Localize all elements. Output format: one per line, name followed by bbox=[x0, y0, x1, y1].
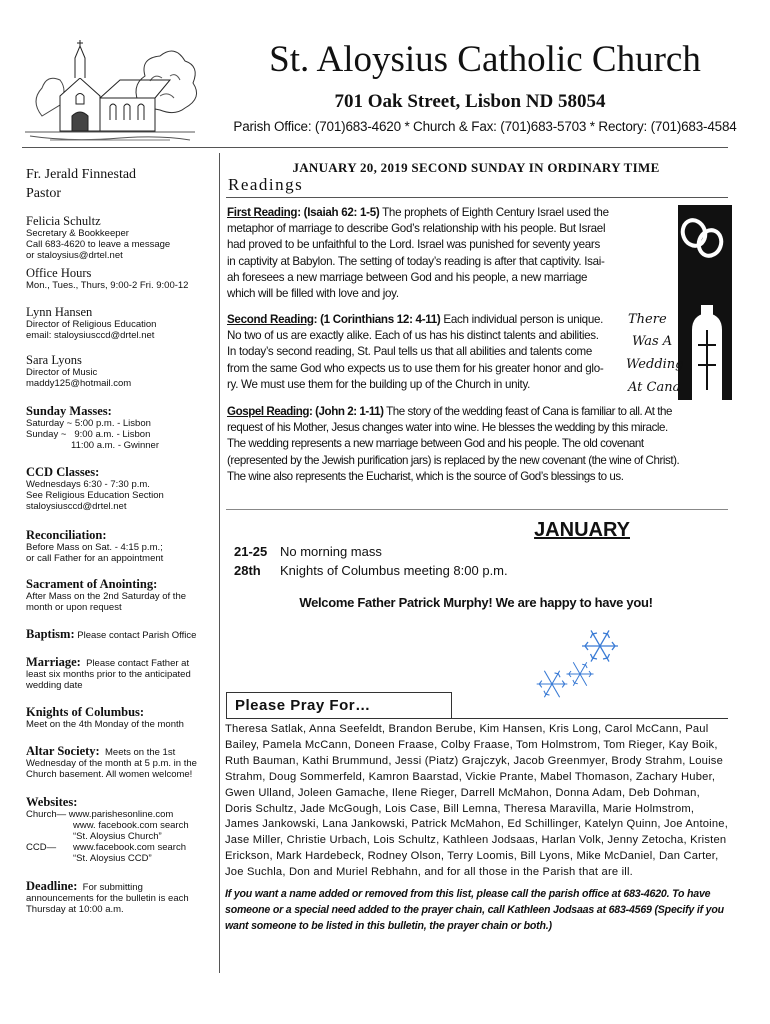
pastor-title: Pastor bbox=[26, 186, 61, 201]
altar-2: Wednesday of the month at 5 p.m. in the bbox=[26, 758, 197, 769]
church-address: 701 Oak Street, Lisbon ND 58054 bbox=[334, 91, 606, 112]
gospel-line: The wedding represents a new marriage between God and his people. The old covenant bbox=[227, 437, 644, 451]
secretary-email: or staloysius@drtel.net bbox=[26, 250, 123, 261]
masses-gwinner: 11:00 a.m. - Gwinner bbox=[71, 440, 160, 451]
altar-title: Altar Society: bbox=[26, 744, 100, 758]
reconciliation-1: Before Mass on Sat. - 4:15 p.m.; bbox=[26, 542, 163, 553]
marriage-3: wedding date bbox=[26, 680, 83, 691]
gospel-reading bbox=[227, 404, 732, 485]
art-text-line: At Cana bbox=[628, 380, 681, 395]
ccd-schedule: Wednesdays 6:30 - 7:30 p.m. bbox=[26, 479, 150, 490]
baptism-title: Baptism: bbox=[26, 627, 75, 641]
deadline-3: Thursday at 10:00 a.m. bbox=[26, 904, 124, 915]
dre-role: Director of Religious Education bbox=[26, 319, 157, 330]
pastor-name: Fr. Jerald Finnestad bbox=[26, 167, 137, 182]
dateline: JANUARY 20, 2019 SECOND SUNDAY IN ORDINARY TIME bbox=[292, 160, 660, 175]
baptism-block bbox=[26, 627, 218, 641]
ccd-block bbox=[26, 465, 218, 512]
gospel-ref: : (John 2: 1-11) bbox=[308, 405, 384, 418]
prayer-list-note: If you want a name added or removed from this list, please call the parish office at 683-4620. To have someone or a special need added to the prayer chain, call Kathleen Jodsaas at 683-4569 (Specify if you want someone to be listed in this bulletin, the prayer chain or both.) bbox=[225, 888, 724, 932]
deadline-text: For submitting bbox=[82, 882, 143, 893]
pray-divider bbox=[226, 718, 728, 719]
first-reading-label: First Reading bbox=[227, 206, 298, 219]
office-hours: Mon., Tues., Thurs, 9:00-2 Fri. 9:00-12 bbox=[26, 280, 189, 291]
readings-divider bbox=[226, 197, 728, 198]
secretary-call: Call 683-4620 to leave a message bbox=[26, 239, 171, 250]
column-divider bbox=[219, 153, 220, 973]
anointing-title: Sacrament of Anointing: bbox=[26, 577, 158, 591]
event-row bbox=[234, 563, 654, 581]
second-reading bbox=[227, 312, 627, 393]
masses-saturday: Saturday ~ 5:00 p.m. - Lisbon bbox=[26, 418, 151, 429]
welcome-message: Welcome Father Patrick Murphy! We are happy to have you! bbox=[299, 595, 653, 610]
music-role: Director of Music bbox=[26, 367, 98, 378]
masses-sunday: Sunday ~ 9:00 a.m. - Lisbon bbox=[26, 429, 151, 440]
gospel-line: The story of the wedding feast of Cana is familiar to all. At the bbox=[386, 405, 673, 418]
header-divider bbox=[22, 147, 728, 148]
marriage-title: Marriage: bbox=[26, 655, 81, 669]
second-reading-line: No two of us are exactly alike. Each of us has his distinct talents and abilities. bbox=[227, 329, 599, 343]
snowflakes-icon bbox=[530, 624, 630, 704]
event-date: 28th bbox=[234, 563, 261, 578]
second-reading-ref: : (1 Corinthians 12: 4-11) bbox=[313, 313, 441, 326]
ccd-see: See Religious Education Section bbox=[26, 490, 164, 501]
website-ccd-label: CCD— bbox=[26, 842, 57, 853]
first-reading-line: metaphor of marriage to describe God’s relationship with his people. But Israel bbox=[227, 222, 606, 236]
first-reading-line: in captivity at Babylon. The setting of today’s reading is after that captivity. Isai- bbox=[227, 254, 605, 268]
websites-block bbox=[26, 795, 218, 864]
marriage-block bbox=[26, 655, 218, 691]
ccd-title: CCD Classes: bbox=[26, 465, 100, 479]
first-reading-line: The prophets of Eighth Century Israel used the bbox=[382, 206, 609, 219]
event-date: 21-25 bbox=[234, 544, 268, 559]
first-reading-line: which will be filled with love and joy. bbox=[227, 287, 399, 301]
gospel-line: The wine also represents the Eucharist, which is the source of God’s blessings to us. bbox=[227, 469, 624, 483]
event-text: Knights of Columbus meeting 8:00 p.m. bbox=[280, 563, 508, 578]
first-reading bbox=[227, 205, 627, 302]
gospel-label: Gospel Reading bbox=[227, 405, 309, 418]
gospel-line: (represented by the Jewish purification jars) is replaced by the new covenant (the wine of Christ). bbox=[227, 453, 680, 467]
secretary-role: Secretary & Bookkeeper bbox=[26, 228, 129, 239]
second-reading-line: from the same God who expects us to use them for his greater honor and glo- bbox=[227, 361, 604, 375]
reconciliation-title: Reconciliation: bbox=[26, 528, 107, 542]
dre-name: Lynn Hansen bbox=[26, 305, 93, 319]
reconciliation-block bbox=[26, 528, 218, 564]
second-reading-label: Second Reading bbox=[227, 313, 314, 326]
reconciliation-2: or call Father for an appointment bbox=[26, 553, 164, 564]
deadline-2: announcements for the bulletin is each bbox=[26, 893, 189, 904]
art-text-line: There bbox=[628, 312, 667, 327]
first-reading-line: ah foresees a new marriage between God and his people, a new marriage bbox=[227, 270, 588, 284]
phone-numbers: Parish Office: (701)683-4620 * Church & Fax: (701)683-5703 * Rectory: (701)683-4584 bbox=[233, 119, 737, 134]
music-block bbox=[26, 353, 218, 389]
deadline-title: Deadline: bbox=[26, 879, 78, 893]
knights-title: Knights of Columbus: bbox=[26, 705, 145, 719]
first-reading-line: had proved to be unfaithful to the Lord. Israel was punished for seventy years bbox=[227, 238, 600, 252]
secretary-name: Felicia Schultz bbox=[26, 214, 101, 228]
pray-heading: Please Pray For… bbox=[235, 697, 371, 714]
marriage-2: least six months prior to the anticipated bbox=[26, 669, 191, 680]
prayer-list: Theresa Satlak, Anna Seefeldt, Brandon Berube, Kim Hansen, Kris Long, Carol McCann, Paul Bailey, Pamela McCann, Doneen Fraase, Colby Fraase, Tom Holmstrom, Tom Rieger, Kay Boik, Ruth Bauman, Kathi Brummund, Jessi (Piatz) Grajczyk, Jacob Greenmyer, Brody Strahm, Louise Strahm, Doug Sommerfeld, Kamron Baarstad, Vickie Prante, Mabel Thomason, Zachary Huber, Gwen Ulland, Joleen Gamache, Ilene Rieger, Darrell McMahon, Donna Adam, Deb Dohman, Doris Schultz, Jade McGough, Lois Case, Bill Lemna, Theresa Maravilla, Marie Holmstrom, James Jankowski, Lana Jankowski, Patrick McMahon, Ed Schillinger, Katelyn Quinn, Joe Antoine, Jase Miller, Christie Urbach, Lois Schultz, Kathleen Jodsaas, Harlan Volk, Jenny Zetocha, Kristen Erickson, Mark Hardebeck, Rodney Olson, Terry Loomis, Bill Lyons, Mike McDaniel, Dan Carter, Joe Suchla, Don and Muriel Rebhahn, and for all those in the Parish that are ill. bbox=[225, 723, 729, 879]
art-text-line: Was A bbox=[632, 334, 673, 349]
website-ccd-name: “St. Aloysius CCD” bbox=[73, 853, 152, 864]
knights-text: Meet on the 4th Monday of the month bbox=[26, 719, 184, 730]
second-reading-line: In today’s second reading, St. Paul tells us that all abilities and talents come bbox=[227, 345, 593, 359]
art-text-line: Wedding bbox=[626, 357, 684, 372]
ccd-email: staloysiusccd@drtel.net bbox=[26, 501, 127, 512]
church-name: St. Aloysius Catholic Church bbox=[269, 39, 701, 80]
first-reading-ref: : (Isaiah 62: 1-5) bbox=[297, 206, 380, 219]
dre-block bbox=[26, 305, 218, 341]
marriage-text: Please contact Father at bbox=[86, 658, 190, 669]
website-facebook: www. facebook.com search bbox=[73, 820, 189, 831]
altar-society-block bbox=[26, 744, 218, 780]
office-hours-title: Office Hours bbox=[26, 266, 92, 280]
altar-3: Church basement. All women welcome! bbox=[26, 769, 193, 780]
january-heading: JANUARY bbox=[534, 519, 630, 541]
gospel-line: request of his Mother, Jesus changes water into wine. He blesses the wedding by this miracle. bbox=[227, 421, 668, 435]
anointing-2: month or upon request bbox=[26, 602, 122, 613]
websites-title: Websites: bbox=[26, 795, 78, 809]
second-reading-line: Each individual person is unique. bbox=[443, 313, 604, 326]
event-text: No morning mass bbox=[280, 544, 382, 559]
church-illustration bbox=[20, 36, 200, 148]
secretary-block bbox=[26, 214, 218, 261]
deadline-block bbox=[26, 879, 218, 915]
masses-title: Sunday Masses: bbox=[26, 404, 112, 418]
website-ccd: www.facebook.com search bbox=[73, 842, 186, 853]
website-facebook-church: “St. Aloysius Church” bbox=[73, 831, 162, 842]
baptism-text: Please contact Parish Office bbox=[77, 630, 197, 641]
second-reading-line: ry. We must use them for the building up of the Church in unity. bbox=[227, 377, 531, 391]
music-name: Sara Lyons bbox=[26, 353, 82, 367]
readings-heading: Readings bbox=[228, 175, 304, 194]
anointing-block bbox=[26, 577, 218, 613]
wedding-at-cana-art bbox=[622, 205, 732, 400]
office-hours-block bbox=[26, 266, 218, 291]
event-row bbox=[234, 544, 654, 562]
masses-block bbox=[26, 404, 218, 451]
website-church: Church— www.parishesonline.com bbox=[26, 809, 174, 820]
anointing-1: After Mass on the 2nd Saturday of the bbox=[26, 591, 187, 602]
music-email: maddy125@hotmail.com bbox=[26, 378, 132, 389]
pastor-block bbox=[26, 166, 218, 204]
altar-text: Meets on the 1st bbox=[105, 747, 176, 758]
section-divider bbox=[226, 509, 728, 510]
dre-email: email: staloysiusccd@drtel.net bbox=[26, 330, 155, 341]
knights-block bbox=[26, 705, 218, 730]
